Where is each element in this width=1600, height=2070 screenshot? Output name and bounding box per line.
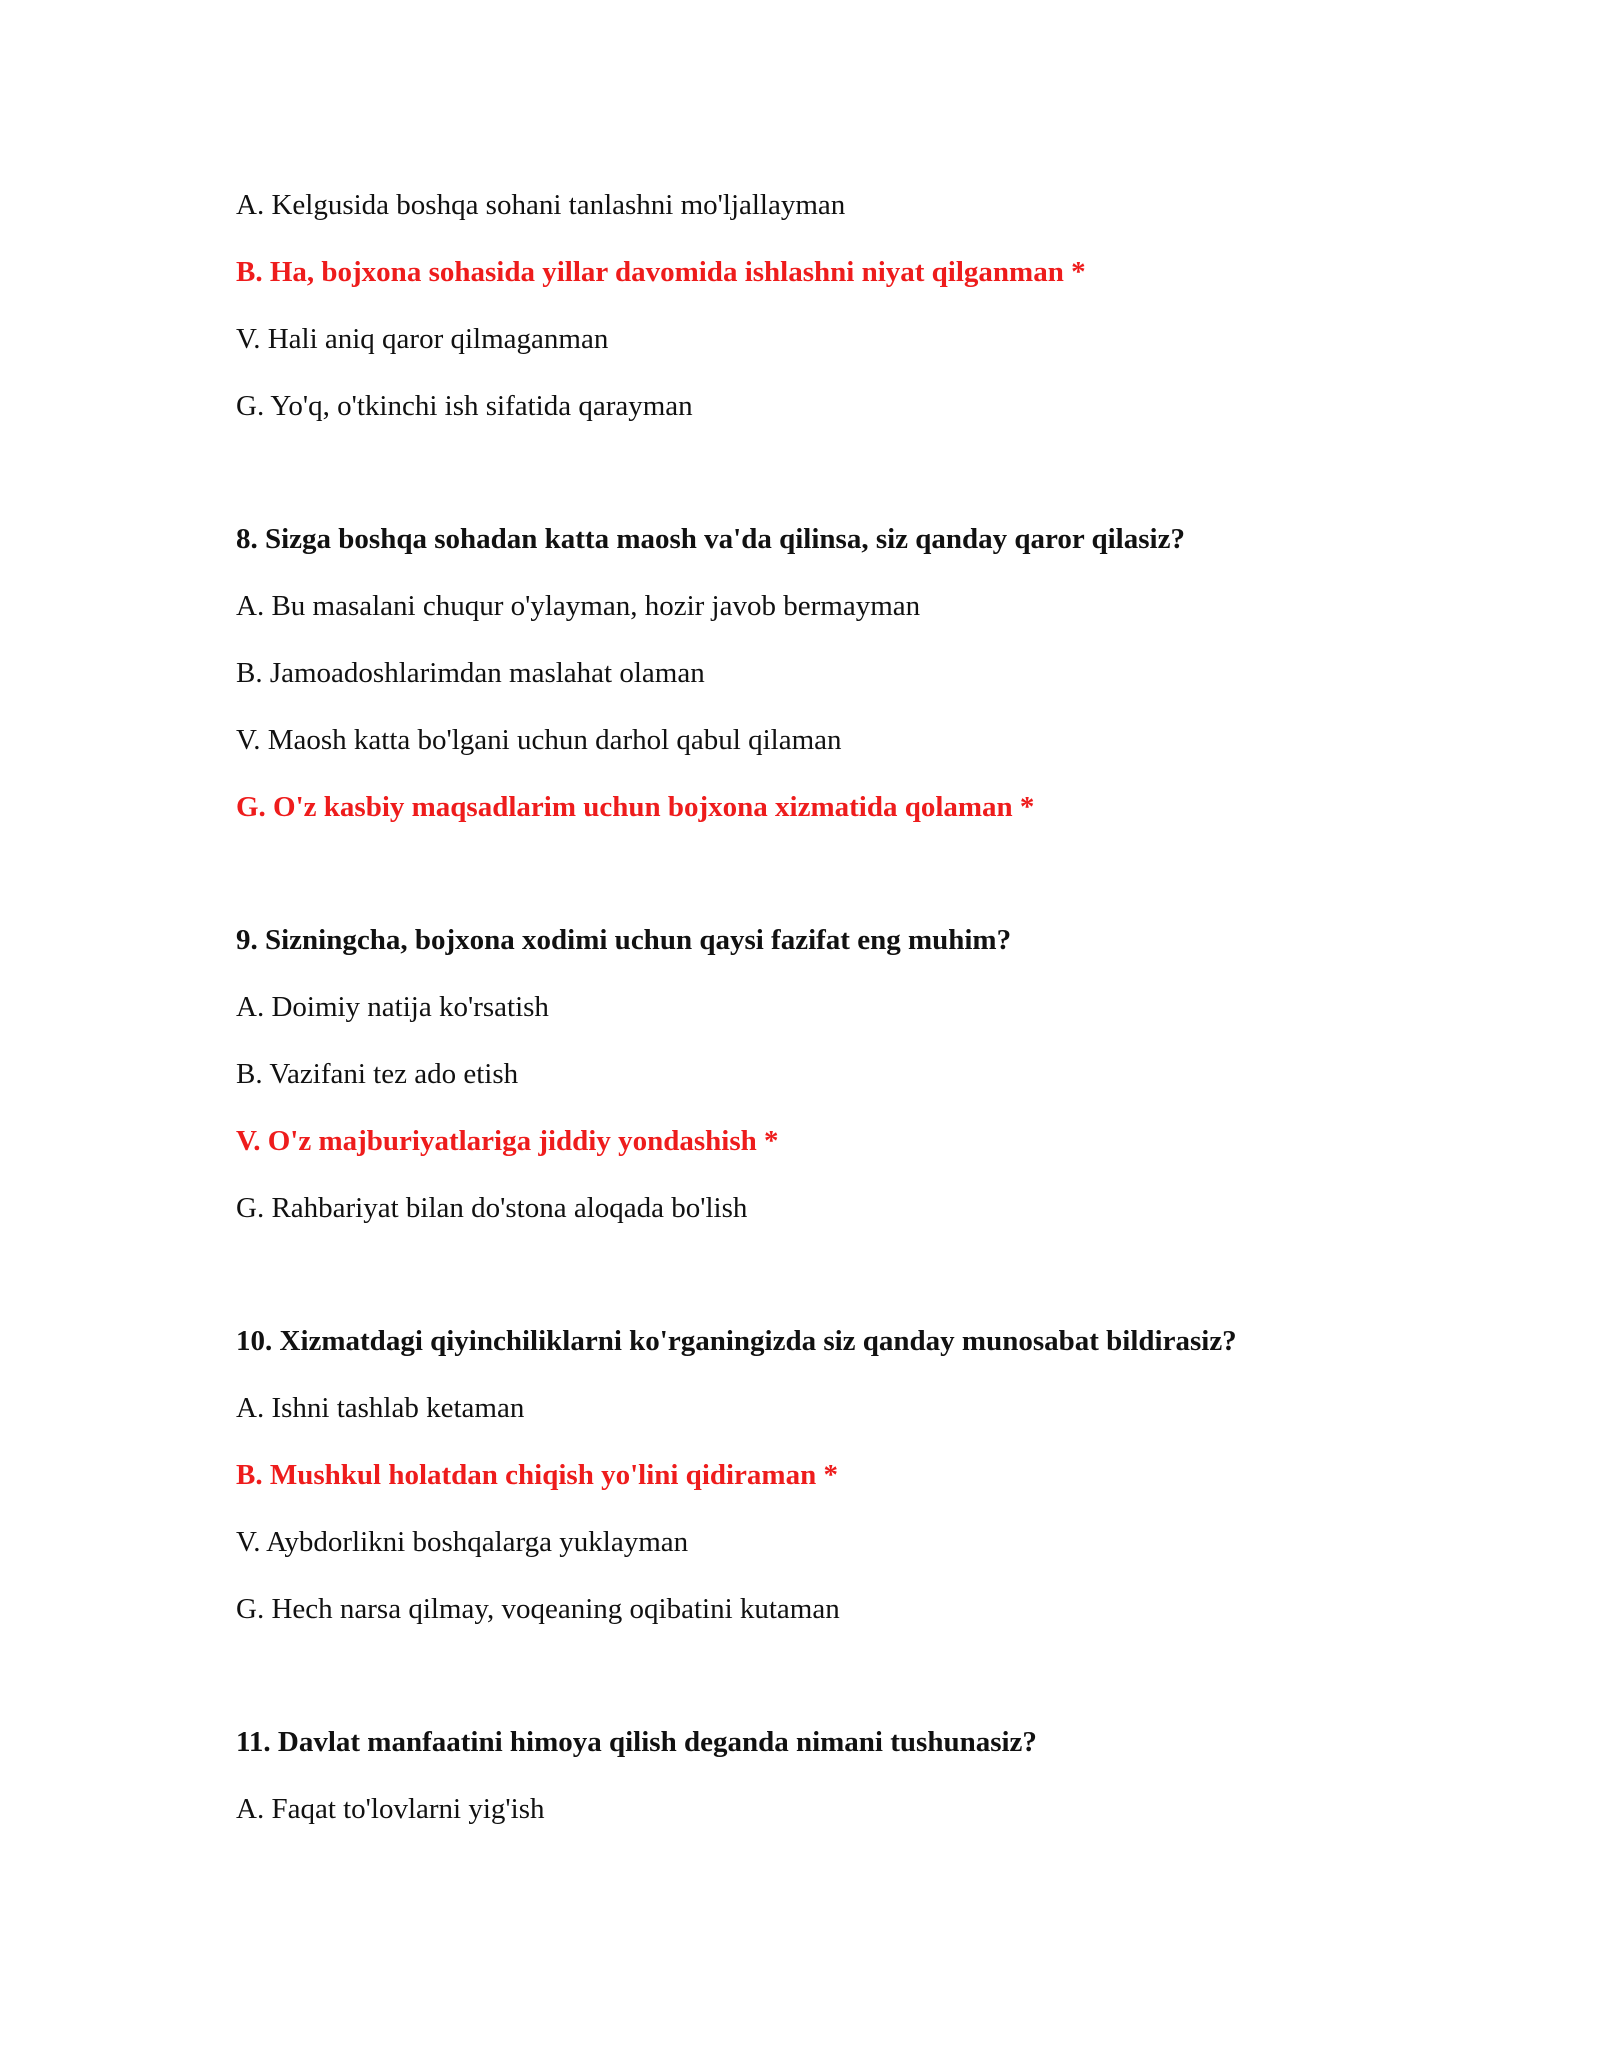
correct-answer-line: G. O'z kasbiy maqsadlarim uchun bojxona xizmatida qolaman * (236, 791, 1035, 823)
option-line: V. Maosh katta bo'lgani uchun darhol qabul qilaman (236, 724, 842, 756)
option-line: A. Kelgusida boshqa sohani tanlashni mo'ljallayman (236, 189, 846, 221)
option-line: A. Faqat to'lovlarni yig'ish (236, 1793, 545, 1825)
option-line: B. Vazifani tez ado etish (236, 1058, 519, 1090)
correct-answer-line: B. Mushkul holatdan chiqish yo'lini qidiraman * (236, 1459, 838, 1491)
question-heading: 10. Xizmatdagi qiyinchiliklarni ko'rganingizda siz qanday munosabat bildirasiz? (236, 1325, 1237, 1357)
option-line: A. Bu masalani chuqur o'ylayman, hozir javob bermayman (236, 590, 921, 622)
option-line: V. Aybdorlikni boshqalarga yuklayman (236, 1526, 689, 1558)
correct-answer-line: V. O'z majburiyatlariga jiddiy yondashish * (236, 1125, 779, 1157)
question-heading: 9. Sizningcha, bojxona xodimi uchun qaysi fazifat eng muhim? (236, 924, 1012, 956)
option-line: A. Doimiy natija ko'rsatish (236, 991, 549, 1023)
option-line: V. Hali aniq qaror qilmaganman (236, 323, 609, 355)
option-line: G. Yo'q, o'tkinchi ish sifatida qarayman (236, 390, 693, 422)
option-line: G. Hech narsa qilmay, voqeaning oqibatini kutaman (236, 1593, 840, 1625)
question-heading: 8. Sizga boshqa sohadan katta maosh va'da qilinsa, siz qanday qaror qilasiz? (236, 523, 1185, 555)
question-heading: 11. Davlat manfaatini himoya qilish deganda nimani tushunasiz? (236, 1726, 1037, 1758)
option-line: B. Jamoadoshlarimdan maslahat olaman (236, 657, 705, 689)
correct-answer-line: B. Ha, bojxona sohasida yillar davomida ishlashni niyat qilganman * (236, 256, 1086, 288)
option-line: G. Rahbariyat bilan do'stona aloqada bo'lish (236, 1192, 748, 1224)
option-line: A. Ishni tashlab ketaman (236, 1392, 525, 1424)
